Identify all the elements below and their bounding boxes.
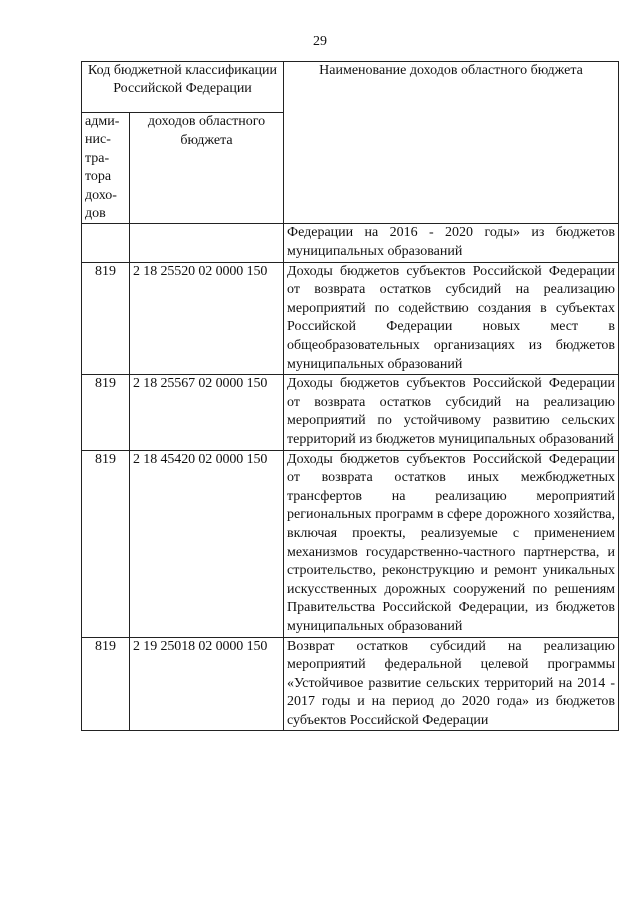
page-number: 29 <box>313 34 327 49</box>
budget-code-cell: 2 19 25018 02 0000 150 <box>130 637 284 731</box>
budget-code-cell: 2 18 25520 02 0000 150 <box>130 262 284 375</box>
admin-code-cell: 819 <box>82 375 130 450</box>
budget-code-cell: 2 18 45420 02 0000 150 <box>130 450 284 637</box>
table-row <box>82 262 619 375</box>
name-header: Наименование доходов областного бюджета <box>284 62 619 224</box>
kbk-header: Код бюджетной классификации Российской Федерации <box>82 62 284 113</box>
table-row <box>82 450 619 637</box>
budget-code-cell <box>130 224 284 262</box>
admin-code-cell: 819 <box>82 450 130 637</box>
description-cell: Доходы бюджетов субъектов Российской Федерации от возврата остатков субсидий на реализацию мероприятий по содействию создания в субъектах Российской Федерации новых мест в общеобразовательных организациях из бюджетов муниципальных образований <box>284 262 619 375</box>
description-cell: Доходы бюджетов субъектов Российской Федерации от возврата остатков иных межбюджетных трансфертов на реализацию мероприятий региональных программ в сфере дорожного хозяйства, включая проекты, реализуемые с применением механизмов государственно-частного партнерства, и строительство, реконструкцию и ремонт уникальных искусственных дорожных сооружений по решениям Правительства Российской Федерации, из бюджетов муниципальных образований <box>284 450 619 637</box>
table-row <box>82 637 619 731</box>
admin-header: адми- нис- тра- тора дохо- дов <box>82 113 130 224</box>
table-row <box>82 224 619 262</box>
admin-code-cell: 819 <box>82 262 130 375</box>
table-row <box>82 375 619 450</box>
admin-code-cell <box>82 224 130 262</box>
header-row-top <box>82 62 619 113</box>
description-cell: Доходы бюджетов субъектов Российской Федерации от возврата остатков субсидий на реализацию мероприятий по устойчивому развитию сельских территорий из бюджетов муниципальных образований <box>284 375 619 450</box>
description-cell: Федерации на 2016 - 2020 годы» из бюджетов муниципальных образований <box>284 224 619 262</box>
budget-classification-table <box>81 61 619 731</box>
admin-code-cell: 819 <box>82 637 130 731</box>
description-cell: Возврат остатков субсидий на реализацию мероприятий федеральной целевой программы «Устойчивое развитие сельских территорий на 2014 - 2017 годы и на период до 2020 года» из бюджетов субъектов Российской Федерации <box>284 637 619 731</box>
budget-code-cell: 2 18 25567 02 0000 150 <box>130 375 284 450</box>
income-header: доходов областного бюджета <box>130 113 284 224</box>
